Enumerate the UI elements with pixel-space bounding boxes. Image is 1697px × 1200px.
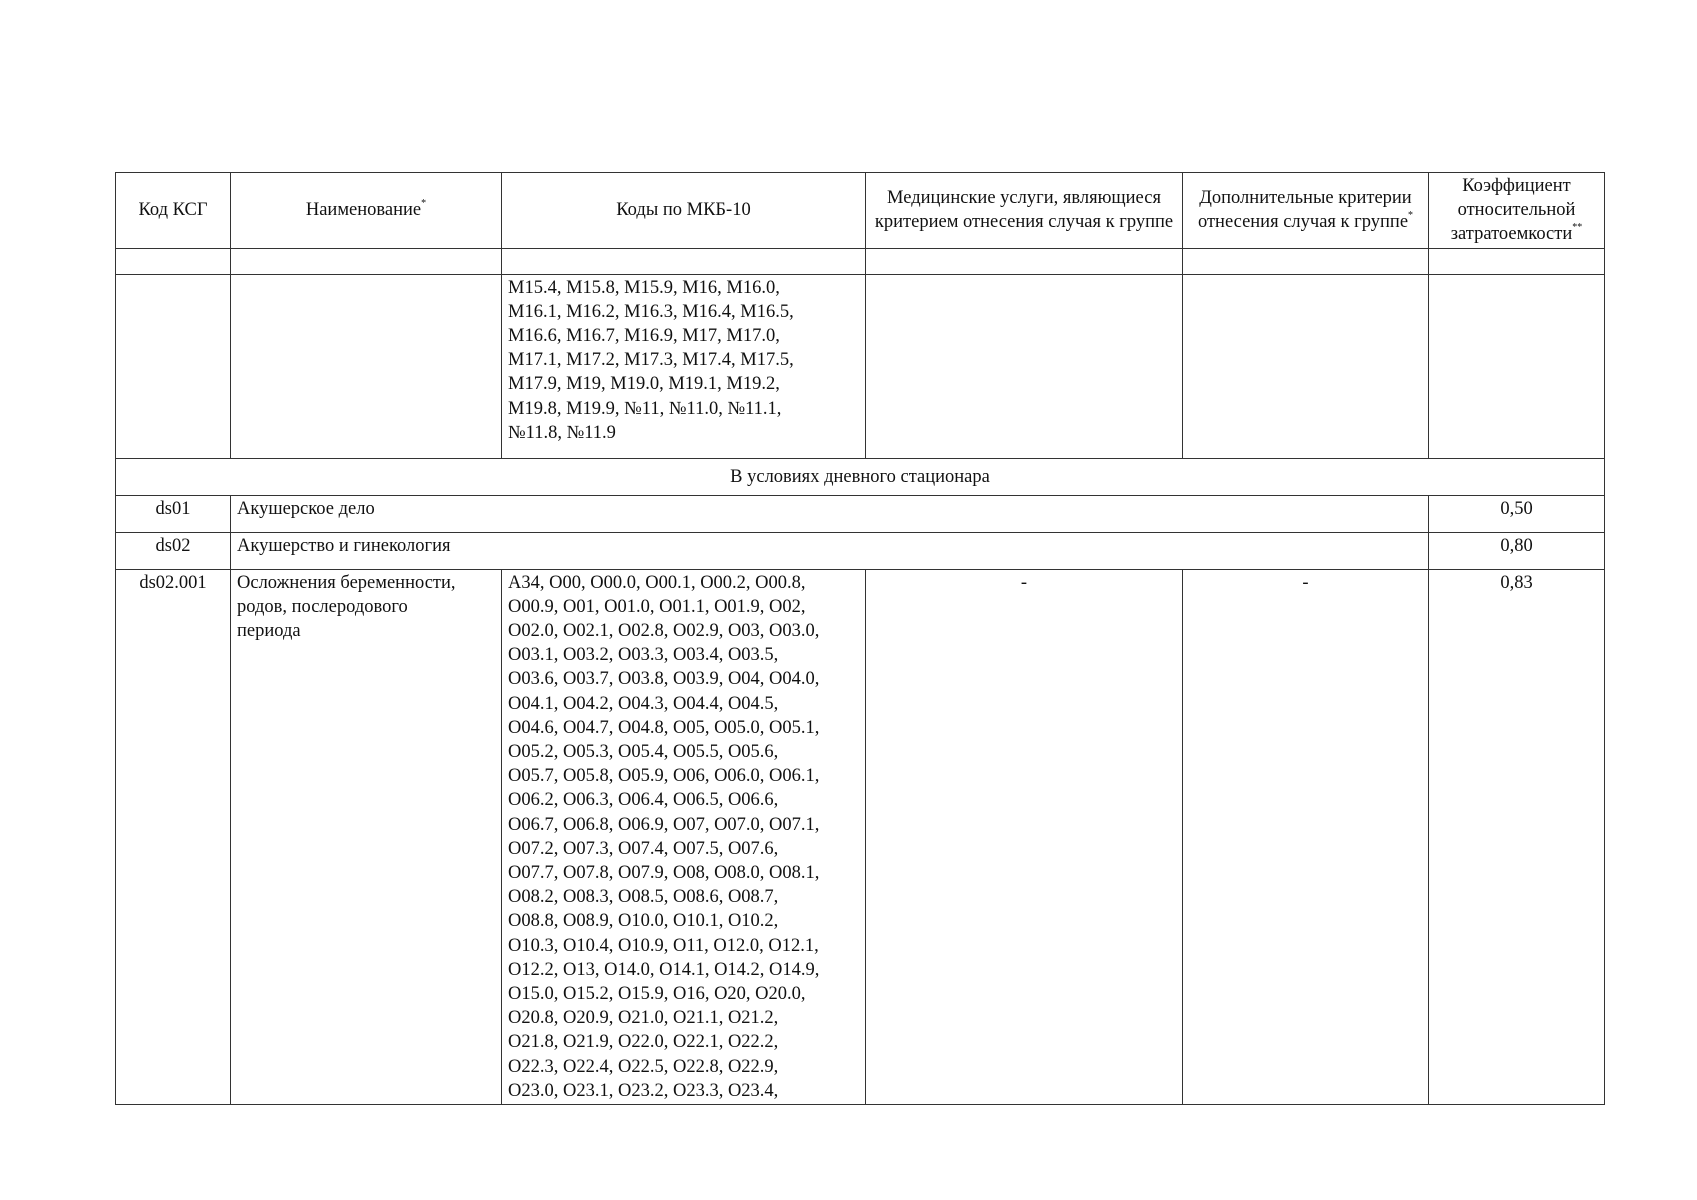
section-title: В условиях дневного стационара bbox=[116, 458, 1605, 495]
row-code: ds01 bbox=[116, 495, 231, 532]
icd-codes-cell: M15.4, M15.8, M15.9, M16, M16.0, M16.1, M16.2, M16.3, M16.4, M16.5, M16.6, M16.7, M16.9, M17, M17.0, M17.1, M17.2, M17.3, M17.4, M17.5, M17.9, M19, M19.0, M19.1, M19.2, M19.8, M19.9, №11, №11.0, №11.1, №11.8, №11.9 bbox=[502, 274, 866, 458]
table-cell bbox=[502, 248, 866, 274]
row-name: Осложнения беременности, родов, послеродового периода bbox=[231, 569, 502, 1104]
table-cell bbox=[231, 274, 502, 458]
row-name: Акушерское дело bbox=[231, 495, 1429, 532]
detail-row bbox=[116, 569, 1605, 1104]
header-extra-criteria: Дополнительные критерии отнесения случая к группе* bbox=[1183, 173, 1429, 249]
table-cell bbox=[866, 248, 1183, 274]
continuation-row bbox=[116, 274, 1605, 458]
row-name: Акушерство и гинекология bbox=[231, 532, 1429, 569]
table-cell bbox=[1429, 274, 1605, 458]
table-cell bbox=[116, 274, 231, 458]
table-cell bbox=[1429, 248, 1605, 274]
table-row bbox=[116, 495, 1605, 532]
header-services: Медицинские услуги, являющиеся критерием отнесения случая к группе bbox=[866, 173, 1183, 249]
row-coefficient: 0,50 bbox=[1429, 495, 1605, 532]
ksg-table bbox=[115, 172, 1605, 1105]
table-cell bbox=[1183, 274, 1429, 458]
header-code: Код КСГ bbox=[116, 173, 231, 249]
empty-row bbox=[116, 248, 1605, 274]
table-cell bbox=[116, 248, 231, 274]
header-coefficient: Коэффициент относительной затратоемкости** bbox=[1429, 173, 1605, 249]
table-row bbox=[116, 532, 1605, 569]
row-coefficient: 0,80 bbox=[1429, 532, 1605, 569]
footnote-mark: * bbox=[1408, 210, 1414, 222]
row-code: ds02 bbox=[116, 532, 231, 569]
table-header-row bbox=[116, 173, 1605, 249]
row-coefficient: 0,83 bbox=[1429, 569, 1605, 1104]
section-row bbox=[116, 458, 1605, 495]
footnote-mark: * bbox=[421, 198, 427, 210]
header-name: Наименование* bbox=[231, 173, 502, 249]
row-code: ds02.001 bbox=[116, 569, 231, 1104]
header-icd: Коды по МКБ-10 bbox=[502, 173, 866, 249]
row-extra-criteria: - bbox=[1183, 569, 1429, 1104]
table-cell bbox=[1183, 248, 1429, 274]
table-cell bbox=[231, 248, 502, 274]
footnote-mark: ** bbox=[1572, 222, 1583, 234]
row-services: - bbox=[866, 569, 1183, 1104]
icd-codes-cell: A34, O00, O00.0, O00.1, O00.2, O00.8, O00.9, O01, O01.0, O01.1, O01.9, O02, O02.0, O02.1, O02.8, O02.9, O03, O03.0, O03.1, O03.2, O03.3, O03.4, O03.5, O03.6, O03.7, O03.8, O03.9, O04, O04.0, O04.1, O04.2, O04.3, O04.4, O04.5, O04.6, O04.7, O04.8, O05, O05.0, O05.1, O05.2, O05.3, O05.4, O05.5, O05.6, O05.7, O05.8, O05.9, O06, O06.0, O06.1, O06.2, O06.3, O06.4, O06.5, O06.6, O06.7, O06.8, O06.9, O07, O07.0, O07.1, O07.2, O07.3, O07.4, O07.5, O07.6, O07.7, O07.8, O07.9, O08, O08.0, O08.1, O08.2, O08.3, O08.5, O08.6, O08.7, O08.8, O08.9, O10.0, O10.1, O10.2, O10.3, O10.4, O10.9, O11, O12.0, O12.1, O12.2, O13, O14.0, O14.1, O14.2, O14.9, O15.0, O15.2, O15.9, O16, O20, O20.0, O20.8, O20.9, O21.0, O21.1, O21.2, O21.8, O21.9, O22.0, O22.1, O22.2, O22.3, O22.4, O22.5, O22.8, O22.9, O23.0, O23.1, O23.2, O23.3, O23.4, bbox=[502, 569, 866, 1104]
table-cell bbox=[866, 274, 1183, 458]
